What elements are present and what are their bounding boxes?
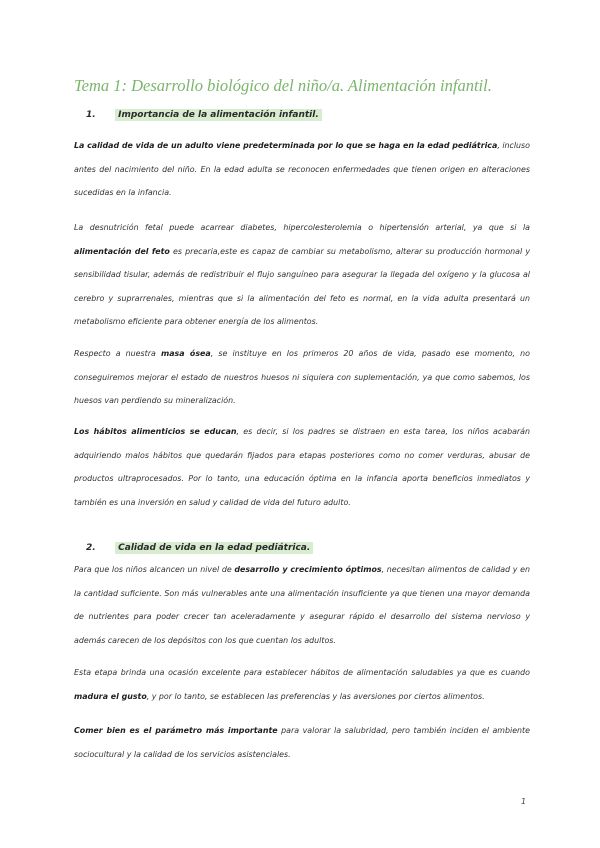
paragraph-6 <box>74 661 530 708</box>
paragraph-text: La desnutrición fetal puede acarrear diabetes, hipercolesterolemia o hipertensión arterial, ya que si la <box>74 223 530 232</box>
bold-text: madura el gusto <box>74 691 147 701</box>
paragraph-text: para valorar la salubridad, pero también inciden el ambiente sociocultural y la calidad de los servicios asistenciales. <box>74 726 530 759</box>
section-heading-1 <box>86 110 322 120</box>
paragraph-2 <box>74 216 530 334</box>
paragraph-text: es precaria,este es capaz de cambiar su metabolismo, alterar su producción hormonal y sensibilidad tisular, además de redistribuir el flujo sanguíneo para asegurar la llegada del oxígeno y la glucosa al cerebro y suprarrenales, mientras que si la alimentación del feto es normal, en la vida adulta presentará un metabolismo eficiente para obtener energía de los alimentos. <box>74 246 530 326</box>
page-number: 1 <box>521 797 527 806</box>
bold-text: masa ósea <box>160 349 211 358</box>
section-title: Importancia de la alimentación infantil. <box>115 109 322 121</box>
paragraph-5 <box>74 558 530 652</box>
paragraph-3 <box>74 342 530 413</box>
bold-text: alimentación del feto <box>74 246 170 256</box>
paragraph-text: , necesitan alimentos de calidad y en la cantidad suficiente. Son más vulnerables ante una alimentación insuficiente ya que tienen una mayor demanda de nutrientes para poder crecer tan aceleradamente y asegurar rápido el desarrollo del sistema nervioso y además carecen de los depósitos con los que cuentan los adultos. <box>74 565 530 645</box>
bold-text: La calidad de vida de un adulto viene predeterminada por lo que se haga en la edad pediátrica <box>74 141 498 150</box>
paragraph-text: Respecto a nuestra <box>74 349 161 358</box>
paragraph-text: , es decir, si los padres se distraen en esta tarea, los niños acabarán adquiriendo malos hábitos que quedarán fijados para etapas posteriores como no comer verduras, abusar de productos ultraprocesados. Por lo tanto, una educación óptima en la infancia aporta beneficios inmediatos y también es una inversión en salud y calidad de vida del futuro adulto. <box>74 427 530 507</box>
paragraph-1 <box>74 134 530 205</box>
paragraph-text: , se instituye en los primeros 20 años de vida, pasado ese momento, no conseguiremos mejorar el estado de nuestros huesos ni siquiera con suplementación, ya que como sabemos, los huesos van perdiendo su mineralización. <box>74 349 531 405</box>
paragraph-text: Esta etapa brinda una ocasión excelente para establecer hábitos de alimentación saludables ya que es cuando <box>74 668 530 677</box>
bold-text: Comer bien es el parámetro más importante <box>74 726 278 735</box>
section-number: 2. <box>86 543 96 553</box>
document-title: Tema 1: Desarrollo biológico del niño/a. Alimentación infantil. <box>74 76 492 95</box>
section-title: Calidad de vida en la edad pediátrica. <box>115 542 313 554</box>
paragraph-text: , incluso antes del nacimiento del niño. En la edad adulta se reconocen enfermedades que tienen origen en alteraciones sucedidas en la infancia. <box>74 141 530 197</box>
paragraph-7 <box>74 719 530 766</box>
paragraph-4 <box>74 420 530 514</box>
bold-text: Los hábitos alimenticios se educan <box>74 427 237 436</box>
paragraph-text: , y por lo tanto, se establecen las preferencias y las aversiones por ciertos alimentos. <box>146 691 485 701</box>
bold-text: desarrollo y crecimiento óptimos <box>234 565 382 574</box>
paragraph-text: Para que los niños alcancen un nivel de <box>74 565 235 574</box>
section-number: 1. <box>86 110 96 120</box>
section-heading-2 <box>86 543 313 553</box>
